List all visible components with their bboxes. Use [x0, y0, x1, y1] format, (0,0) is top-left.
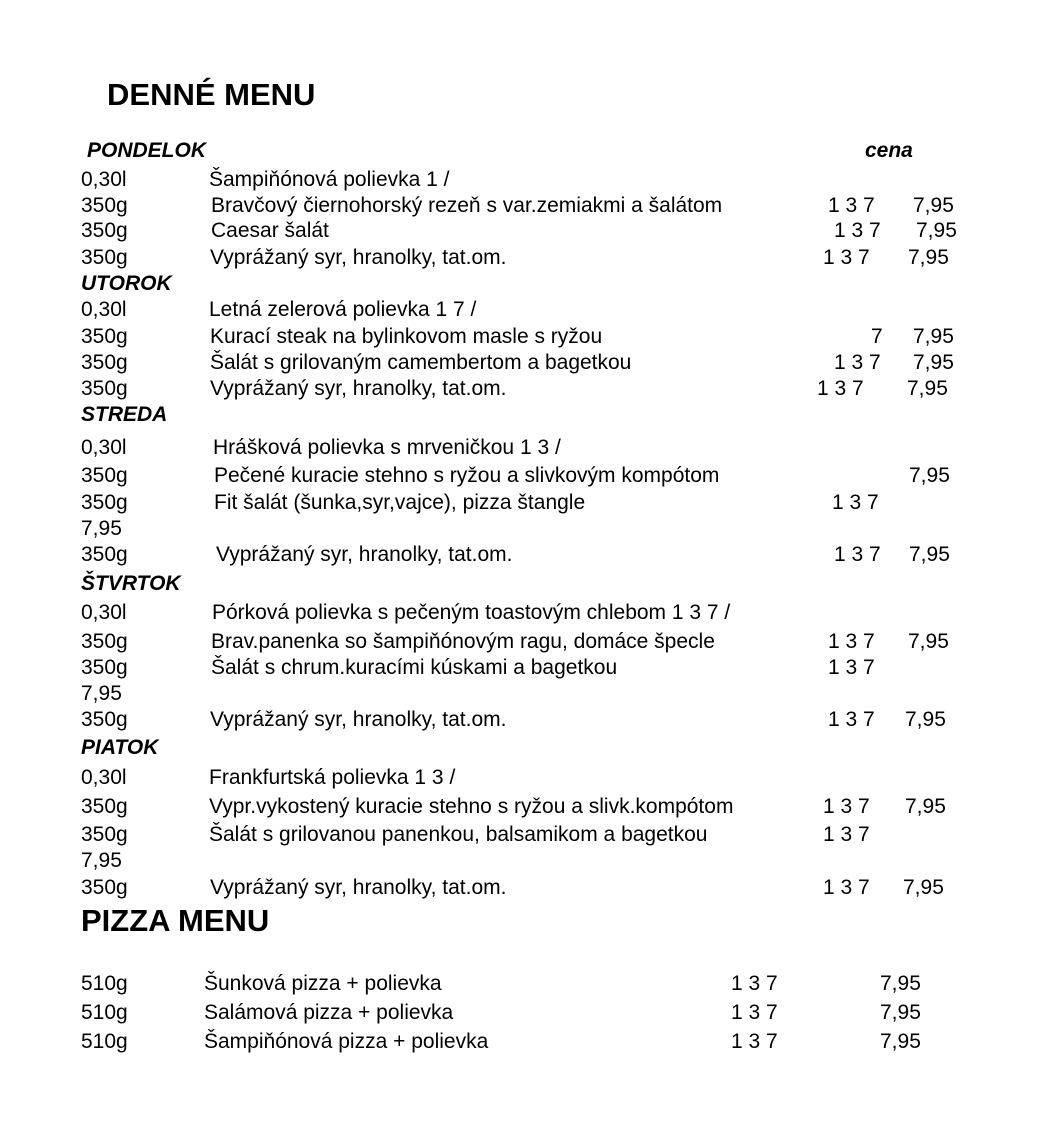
item-name: Šalát s chrum.kuracími kúskami a bagetkou [211, 656, 618, 679]
item-qty: 0,30l [81, 436, 127, 459]
day-pondelok: PONDELOK [87, 139, 207, 162]
item-name: Letná zelerová polievka 1 7 / [209, 298, 477, 321]
day-utorok: UTOROK [81, 272, 172, 295]
item-allergens: 1 3 7 [828, 194, 875, 217]
pizza-menu-title: PIZZA MENU [81, 903, 270, 938]
item-name: Hrášková polievka s mrveničkou 1 3 / [213, 436, 561, 459]
item-allergens: 1 3 7 [834, 219, 881, 242]
pizza-allergens: 1 3 7 [731, 1001, 778, 1024]
pizza-qty: 510g [81, 972, 128, 995]
item-allergens: 1 3 7 [823, 246, 870, 269]
item-name: Vyprážaný syr, hranolky, tat.om. [210, 876, 507, 899]
item-allergens: 1 3 7 [828, 708, 875, 731]
item-name: Frankfurtská polievka 1 3 / [209, 766, 456, 789]
item-allergens: 1 3 7 [828, 656, 875, 679]
pizza-name: Šampiňónová pizza + polievka [204, 1030, 489, 1053]
item-name: Bravčový čiernohorský rezeň s var.zemiakmi a šalátom [211, 194, 723, 217]
item-qty: 0,30l [81, 298, 127, 321]
item-allergens: 1 3 7 [834, 351, 881, 374]
item-qty: 350g [81, 246, 128, 269]
item-price: 7,95 [81, 682, 122, 705]
item-price: 7,95 [908, 246, 949, 269]
pizza-price: 7,95 [880, 972, 921, 995]
item-price: 7,95 [81, 849, 122, 872]
item-qty: 350g [81, 795, 128, 818]
item-price: 7,95 [913, 351, 954, 374]
item-qty: 350g [81, 194, 128, 217]
item-name: Šalát s grilovaným camembertom a bagetkou [210, 351, 632, 374]
pizza-price: 7,95 [880, 1001, 921, 1024]
item-allergens: 1 3 7 [834, 543, 881, 566]
item-price: 7,95 [913, 325, 954, 348]
pizza-price: 7,95 [880, 1030, 921, 1053]
item-allergens: 1 3 7 [832, 491, 879, 514]
item-qty: 350g [81, 351, 128, 374]
item-allergens: 7 [871, 325, 883, 348]
item-price: 7,95 [909, 543, 950, 566]
item-allergens: 1 3 7 [817, 377, 864, 400]
item-qty: 350g [81, 219, 128, 242]
item-name: Brav.panenka so šampiňónovým ragu, domáce špecle [211, 630, 715, 653]
item-allergens: 1 3 7 [828, 630, 875, 653]
item-qty: 350g [81, 325, 128, 348]
item-name: Caesar šalát [211, 219, 329, 242]
pizza-name: Salámová pizza + polievka [204, 1001, 454, 1024]
pizza-allergens: 1 3 7 [731, 972, 778, 995]
item-name: Vyprážaný syr, hranolky, tat.om. [210, 708, 507, 731]
day-streda: STREDA [81, 403, 168, 426]
item-name: Šalát s grilovanou panenkou, balsamikom a bagetkou [209, 823, 708, 846]
item-price: 7,95 [908, 630, 949, 653]
item-name: Pórková polievka s pečeným toastovým chlebom 1 3 7 / [212, 601, 731, 624]
item-price: 7,95 [916, 219, 957, 242]
item-qty: 350g [81, 876, 128, 899]
item-price: 7,95 [905, 795, 946, 818]
pizza-qty: 510g [81, 1001, 128, 1024]
pizza-allergens: 1 3 7 [731, 1030, 778, 1053]
item-price: 7,95 [907, 377, 948, 400]
item-qty: 350g [81, 464, 128, 487]
item-name: Šampiňónová polievka 1 / [209, 168, 450, 191]
item-qty: 350g [81, 491, 128, 514]
pizza-name: Šunková pizza + polievka [204, 972, 442, 995]
item-qty: 350g [81, 656, 128, 679]
pizza-qty: 510g [81, 1030, 128, 1053]
price-header: cena [865, 139, 913, 162]
menu-title: DENNÉ MENU [107, 77, 316, 112]
item-qty: 0,30l [81, 766, 127, 789]
day-piatok: PIATOK [81, 736, 159, 759]
item-name: Fit šalát (šunka,syr,vajce), pizza štangle [214, 491, 586, 514]
item-allergens: 1 3 7 [823, 823, 870, 846]
day-stvrtok: ŠTVRTOK [81, 572, 181, 595]
item-qty: 350g [81, 543, 128, 566]
item-allergens: 1 3 7 [823, 876, 870, 899]
item-qty: 350g [81, 377, 128, 400]
item-name: Vyprážaný syr, hranolky, tat.om. [210, 377, 507, 400]
item-price: 7,95 [905, 708, 946, 731]
item-name: Vyprážaný syr, hranolky, tat.om. [216, 543, 513, 566]
item-qty: 0,30l [81, 601, 127, 624]
item-name: Vypr.vykostený kuracie stehno s ryžou a slivk.kompótom [209, 795, 734, 818]
item-name: Pečené kuracie stehno s ryžou a slivkovým kompótom [214, 464, 720, 487]
item-qty: 350g [81, 823, 128, 846]
item-name: Kurací steak na bylinkovom masle s ryžou [210, 325, 603, 348]
item-price: 7,95 [913, 194, 954, 217]
item-qty: 0,30l [81, 168, 127, 191]
item-allergens: 1 3 7 [823, 795, 870, 818]
item-price: 7,95 [903, 876, 944, 899]
item-qty: 350g [81, 630, 128, 653]
item-price: 7,95 [909, 464, 950, 487]
item-name: Vyprážaný syr, hranolky, tat.om. [210, 246, 507, 269]
item-qty: 350g [81, 708, 128, 731]
item-price: 7,95 [81, 517, 122, 540]
